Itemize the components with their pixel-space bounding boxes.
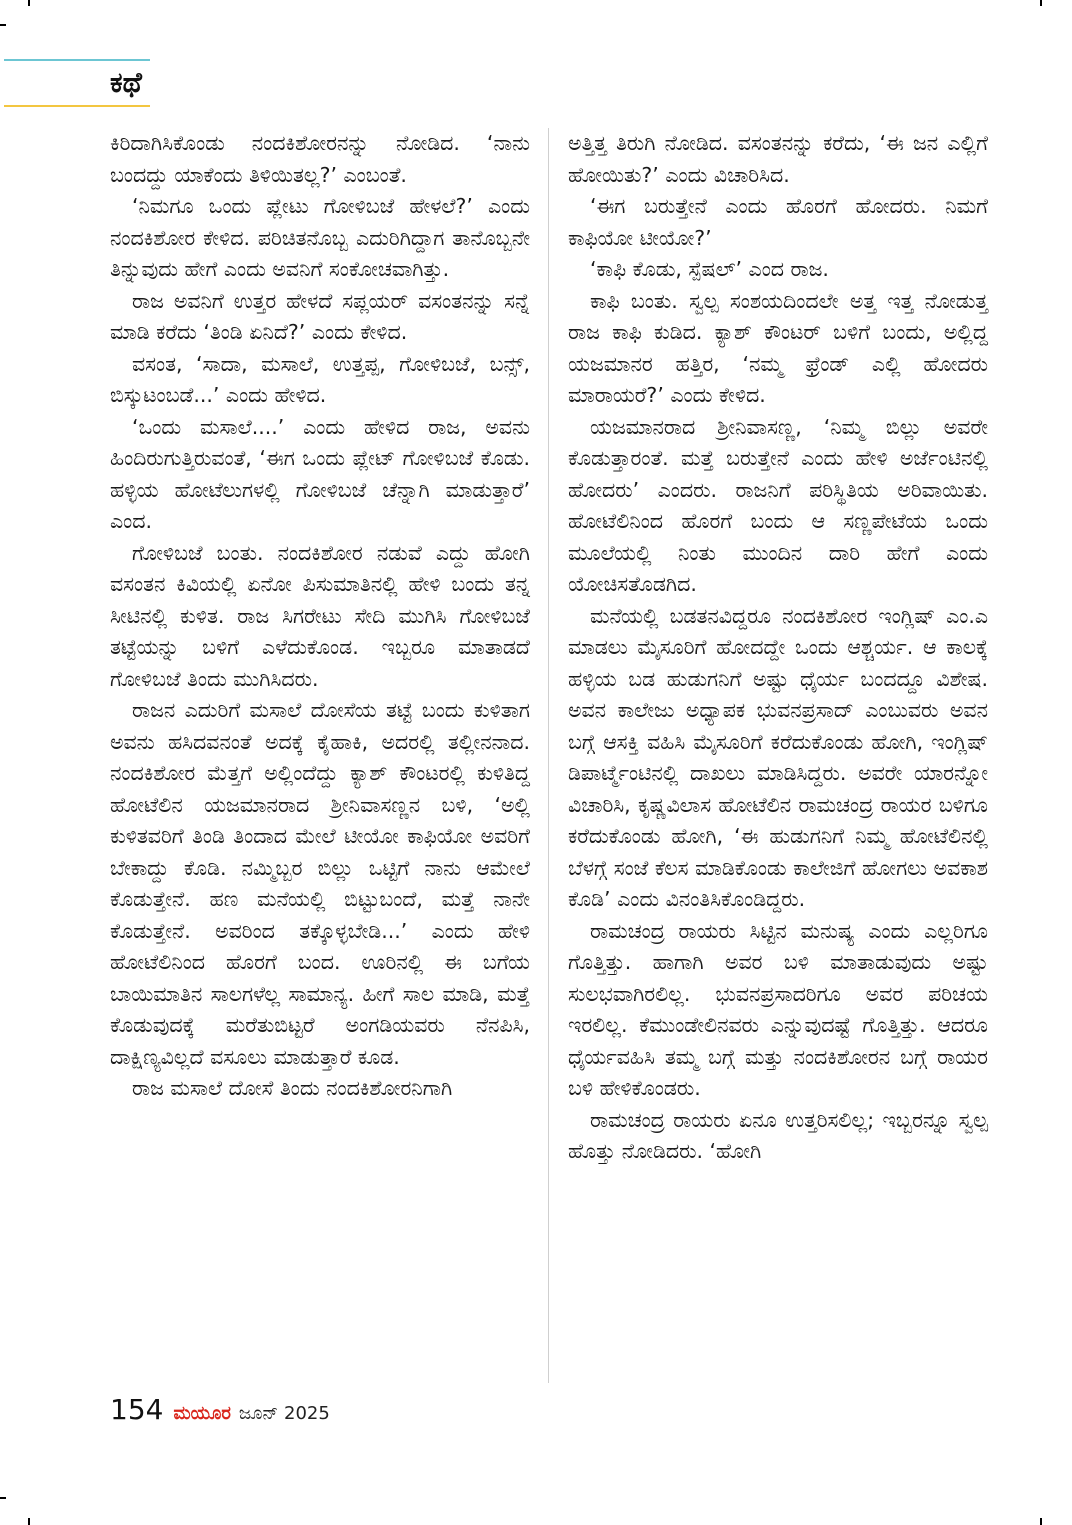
column-divider — [548, 128, 549, 1383]
page-number: 154 — [110, 1393, 164, 1426]
paragraph: ಗೋಳಿಬಜೆ ಬಂತು. ನಂದಕಿಶೋರ ನಡುವೆ ಎದ್ದು ಹೋಗಿ ವಸಂತನ ಕಿವಿಯಲ್ಲಿ ಏನೋ ಪಿಸುಮಾತಿನಲ್ಲಿ ಹೇಳಿ ಬಂದು ತನ್ನ ಸೀಟಿನಲ್ಲಿ ಕುಳಿತ. ರಾಜ ಸಿಗರೇಟು ಸೇದಿ ಮುಗಿಸಿ ಗೋಳಿಬಜೆ ತಟ್ಟೆಯನ್ನು ಬಳಿಗೆ ಎಳೆದುಕೊಂಡ. ಇಬ್ಬರೂ ಮಾತಾಡದೆ ಗೋಳಿಬಜೆ ತಿಂದು ಮುಗಿಸಿದರು. — [110, 540, 530, 691]
article-column-right — [568, 128, 988, 1168]
paragraph: ರಾಜ ಮಸಾಲೆ ದೋಸೆ ತಿಂದು ನಂದಕಿಶೋರನಿಗಾಗಿ — [132, 1076, 453, 1100]
paragraph: ‘ಈಗ ಬರುತ್ತೇನೆ ಎಂದು ಹೊರಗೆ ಹೋದರು. ನಿಮಗೆ ಕಾಫಿಯೋ ಟೀಯೋ?’ — [568, 194, 988, 250]
paragraph: ಅತ್ತಿತ್ತ ತಿರುಗಿ ನೋಡಿದ. ವಸಂತನನ್ನು ಕರೆದು, ‘ಈ ಜನ ಎಲ್ಲಿಗೆ ಹೋಯಿತು?’ ಎಂದು ವಿಚಾರಿಸಿದ. — [568, 131, 988, 187]
paragraph: ಮನೆಯಲ್ಲಿ ಬಡತನವಿದ್ದರೂ ನಂದಕಿಶೋರ ಇಂಗ್ಲಿಷ್ ಎಂ.ಎ ಮಾಡಲು ಮೈಸೂರಿಗೆ ಹೋದದ್ದೇ ಒಂದು ಆಶ್ಚರ್ಯ. ಆ ಕಾಲಕ್ಕೆ ಹಳ್ಳಿಯ ಬಡ ಹುಡುಗನಿಗೆ ಅಷ್ಟು ಧೈರ್ಯ ಬಂದದ್ದೂ ವಿಶೇಷ. ಅವನ ಕಾಲೇಜು ಅಧ್ಯಾಪಕ ಭುವನಪ್ರಸಾದ್ ಎಂಬುವರು ಅವನ ಬಗ್ಗೆ ಆಸಕ್ತಿ ವಹಿಸಿ ಮೈಸೂರಿಗೆ ಕರೆದುಕೊಂಡು ಹೋಗಿ, ಇಂಗ್ಲಿಷ್ ಡಿಪಾರ್ಟ್ಮೆಂಟಿನಲ್ಲಿ ದಾಖಲು ಮಾಡಿಸಿದ್ದರು. ಅವರೇ ಯಾರನ್ನೋ ವಿಚಾರಿಸಿ, ಕೃಷ್ಣವಿಲಾಸ ಹೋಟೆಲಿನ ರಾಮಚಂದ್ರ ರಾಯರ ಬಳಿಗೂ ಕರೆದುಕೊಂಡು ಹೋಗಿ, ‘ಈ ಹುಡುಗನಿಗೆ ನಿಮ್ಮ ಹೋಟೆಲಿನಲ್ಲಿ ಬೆಳಗ್ಗೆ ಸಂಜೆ ಕೆಲಸ ಮಾಡಿಕೊಂಡು ಕಾಲೇಜಿಗೆ ಹೋಗಲು ಅವಕಾಶ ಕೊಡಿ’ ಎಂದು ವಿನಂತಿಸಿಕೊಂಡಿದ್ದರು. — [568, 603, 988, 911]
crop-mark — [0, 24, 6, 26]
section-title: ಕಥೆ — [110, 66, 142, 99]
paragraph: ಕಾಫಿ ಬಂತು. ಸ್ವಲ್ಪ ಸಂಶಯದಿಂದಲೇ ಅತ್ತ ಇತ್ತ ನೋಡುತ್ತ ರಾಜ ಕಾಫಿ ಕುಡಿದ. ಕ್ಯಾಶ್ ಕೌಂಟರ್ ಬಳಿಗೆ ಬಂದು, ಅಲ್ಲಿದ್ದ ಯಜಮಾನರ ಹತ್ತಿರ, ‘ನಮ್ಮ ಫ್ರೆಂಡ್ ಎಲ್ಲಿ ಹೋದರು ಮಾರಾಯರೆ?’ ಎಂದು ಕೇಳಿದ. — [568, 288, 988, 407]
crop-mark — [28, 0, 30, 6]
paragraph: ರಾಮಚಂದ್ರ ರಾಯರು ಸಿಟ್ಟಿನ ಮನುಷ್ಯ ಎಂದು ಎಲ್ಲರಿಗೂ ಗೊತ್ತಿತ್ತು. ಹಾಗಾಗಿ ಅವರ ಬಳಿ ಮಾತಾಡುವುದು ಅಷ್ಟು ಸುಲಭವಾಗಿರಲಿಲ್ಲ. ಭುವನಪ್ರಸಾದರಿಗೂ ಅವರ ಪರಿಚಯ ಇರಲಿಲ್ಲ. ಕೆಮುಂಡೇಲಿನವರು ಎನ್ನುವುದಷ್ಟೆ ಗೊತ್ತಿತ್ತು. ಆದರೂ ಧೈರ್ಯವಹಿಸಿ ತಮ್ಮ ಬಗ್ಗೆ ಮತ್ತು ನಂದಕಿಶೋರನ ಬಗ್ಗೆ ರಾಯರ ಬಳಿ ಹೇಳಿಕೊಂಡರು. — [568, 918, 988, 1100]
article-column-left — [110, 128, 530, 1105]
crop-mark — [0, 1497, 6, 1499]
paragraph: ರಾಜನ ಎದುರಿಗೆ ಮಸಾಲೆ ದೋಸೆಯ ತಟ್ಟೆ ಬಂದು ಕುಳಿತಾಗ ಅವನು ಹಸಿದವನಂತೆ ಅದಕ್ಕೆ ಕೈಹಾಕಿ, ಅದರಲ್ಲಿ ತಲ್ಲೀನನಾದ. ನಂದಕಿಶೋರ ಮೆತ್ತಗೆ ಅಲ್ಲಿಂದೆದ್ದು ಕ್ಯಾಶ್ ಕೌಂಟರಲ್ಲಿ ಕುಳಿತಿದ್ದ ಹೋಟೆಲಿನ ಯಜಮಾನರಾದ ಶ್ರೀನಿವಾಸಣ್ಣನ ಬಳಿ, ‘ಅಲ್ಲಿ ಕುಳಿತವರಿಗೆ ತಿಂಡಿ ತಿಂದಾದ ಮೇಲೆ ಟೀಯೋ ಕಾಫಿಯೋ ಅವರಿಗೆ ಬೇಕಾದ್ದು ಕೊಡಿ. ನಮ್ಮಿಬ್ಬರ ಬಿಲ್ಲು ಒಟ್ಟಿಗೆ ನಾನು ಆಮೇಲೆ ಕೊಡುತ್ತೇನೆ. ಹಣ ಮನೆಯಲ್ಲಿ ಬಿಟ್ಟುಬಂದೆ, ಮತ್ತೆ ನಾನೇ ಕೊಡುತ್ತೇನೆ. ಅವರಿಂದ ತಕ್ಕೊಳ್ಳಬೇಡಿ...’ ಎಂದು ಹೇಳಿ ಹೋಟೆಲಿನಿಂದ ಹೊರಗೆ ಬಂದ. ಊರಿನಲ್ಲಿ ಈ ಬಗೆಯ ಬಾಯಿಮಾತಿನ ಸಾಲಗಳೆಲ್ಲ ಸಾಮಾನ್ಯ. ಹೀಗೆ ಸಾಲ ಮಾಡಿ, ಮತ್ತೆ ಕೊಡುವುದಕ್ಕೆ ಮರೆತುಬಿಟ್ಟರೆ ಅಂಗಡಿಯವರು ನೆನಪಿಸಿ, ದಾಕ್ಷಿಣ್ಯವಿಲ್ಲದೆ ವಸೂಲು ಮಾಡುತ್ತಾರೆ ಕೂಡ. — [110, 698, 530, 1069]
paragraph: ರಾಮಚಂದ್ರ ರಾಯರು ಏನೂ ಉತ್ತರಿಸಲಿಲ್ಲ; ಇಬ್ಬರನ್ನೂ ಸ್ವಲ್ಪ ಹೊತ್ತು ನೋಡಿದರು. ‘ಹೋಗಿ — [568, 1107, 988, 1163]
crop-mark — [1040, 1518, 1042, 1525]
header-accent-line-top — [4, 59, 150, 61]
crop-mark — [1040, 0, 1042, 6]
paragraph: ‘ಒಂದು ಮಸಾಲೆ....’ ಎಂದು ಹೇಳಿದ ರಾಜ, ಅವನು ಹಿಂದಿರುಗುತ್ತಿರುವಂತೆ, ‘ಈಗ ಒಂದು ಪ್ಲೇಟ್ ಗೋಳಿಬಜೆ ಕೊಡು. ಹಳ್ಳಿಯ ಹೋಟೆಲುಗಳಲ್ಲಿ ಗೋಳಿಬಜೆ ಚೆನ್ನಾಗಿ ಮಾಡುತ್ತಾರೆ’ ಎಂದ. — [110, 414, 530, 533]
magazine-brand: ಮಯೂರ — [173, 1403, 231, 1424]
paragraph: ವಸಂತ, ‘ಸಾದಾ, ಮಸಾಲೆ, ಉತ್ತಪ್ಪ, ಗೋಳಿಬಜೆ, ಬನ್ಸ್, ಬಿಸ್ಕುಟಂಬಡೆ...’ ಎಂದು ಹೇಳಿದ. — [110, 351, 530, 407]
crop-mark — [28, 1518, 30, 1525]
paragraph: ‘ಕಾಫಿ ಕೊಡು, ಸ್ಪೆಷಲ್’ ಎಂದ ರಾಜ. — [590, 257, 829, 281]
page-footer — [110, 1392, 330, 1428]
header-accent-line-bottom — [4, 105, 150, 107]
paragraph: ಯಜಮಾನರಾದ ಶ್ರೀನಿವಾಸಣ್ಣ, ‘ನಿಮ್ಮ ಬಿಲ್ಲು ಅವರೇ ಕೊಡುತ್ತಾರಂತೆ. ಮತ್ತೆ ಬರುತ್ತೇನೆ ಎಂದು ಹೇಳಿ ಅರ್ಜೆಂಟಿನಲ್ಲಿ ಹೋದರು’ ಎಂದರು. ರಾಜನಿಗೆ ಪರಿಸ್ಥಿತಿಯ ಅರಿವಾಯಿತು. ಹೋಟೆಲಿನಿಂದ ಹೊರಗೆ ಬಂದು ಆ ಸಣ್ಣಪೇಟೆಯ ಒಂದು ಮೂಲೆಯಲ್ಲಿ ನಿಂತು ಮುಂದಿನ ದಾರಿ ಹೇಗೆ ಎಂದು ಯೋಚಿಸತೊಡಗಿದ. — [568, 414, 988, 596]
issue-date: ಜೂನ್ 2025 — [238, 1403, 330, 1424]
paragraph: ‘ನಿಮಗೂ ಒಂದು ಪ್ಲೇಟು ಗೋಳಿಬಜೆ ಹೇಳಲೆ?’ ಎಂದು ನಂದಕಿಶೋರ ಕೇಳಿದ. ಪರಿಚಿತನೊಬ್ಬ ಎದುರಿಗಿದ್ದಾಗ ತಾನೊಬ್ಬನೇ ತಿನ್ನುವುದು ಹೇಗೆ ಎಂದು ಅವನಿಗೆ ಸಂಕೋಚವಾಗಿತ್ತು. — [110, 194, 530, 281]
paragraph: ಕಿರಿದಾಗಿಸಿಕೊಂಡು ನಂದಕಿಶೋರನನ್ನು ನೋಡಿದ. ‘ನಾನು ಬಂದದ್ದು ಯಾಕೆಂದು ತಿಳಿಯಿತಲ್ಲ?’ ಎಂಬಂತೆ. — [110, 131, 530, 187]
paragraph: ರಾಜ ಅವನಿಗೆ ಉತ್ತರ ಹೇಳದೆ ಸಪ್ಲಯರ್ ವಸಂತನನ್ನು ಸನ್ನೆ ಮಾಡಿ ಕರೆದು ‘ತಿಂಡಿ ಏನಿದೆ?’ ಎಂದು ಕೇಳಿದ. — [110, 288, 530, 344]
